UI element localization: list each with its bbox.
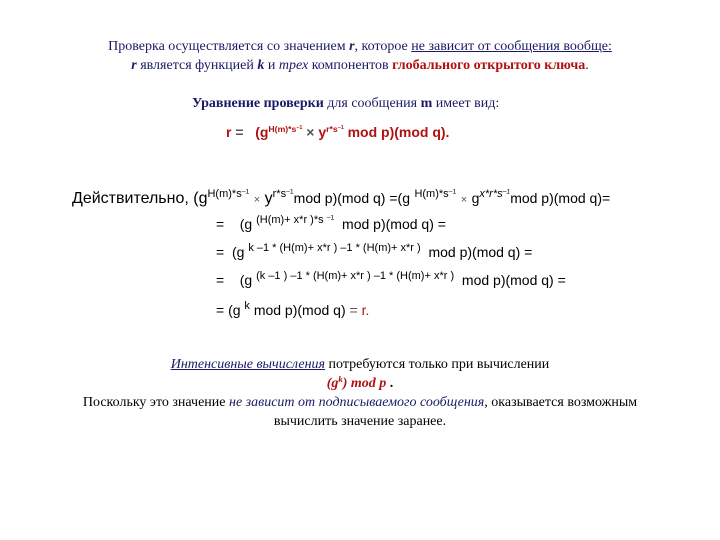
proof-equals: =	[349, 302, 358, 318]
intro-emphasis: не зависит от сообщения вообще:	[411, 39, 612, 54]
proof-exp: k –1 * (H(m)+ x*r ) –1 * (H(m)+ x*r )	[248, 241, 421, 254]
conclusion-text: потребуются только при вычислении	[325, 357, 550, 372]
var-r: r	[349, 39, 355, 54]
intro-line-2	[0, 58, 720, 74]
conclusion-line-1	[0, 357, 720, 373]
proof-equals: =	[437, 216, 446, 232]
proof-line-5	[216, 299, 370, 318]
var-k: k	[257, 58, 265, 73]
independent-term: не зависит от подписываемого сообщения	[229, 395, 485, 410]
verify-formula	[226, 124, 449, 140]
gk-exp: k	[338, 374, 343, 385]
proof-exp: (H(m)+ x*r )*s –1	[256, 213, 335, 226]
intro-text: , которое	[354, 39, 412, 54]
proof-equals: =	[216, 302, 225, 318]
intro-three: трех	[278, 58, 309, 73]
proof-exp: H(m)*s–1	[414, 187, 457, 200]
conclusion-text: вычислить значение заранее.	[273, 414, 447, 429]
proof-times: ×	[253, 194, 261, 206]
formula-equals: =	[235, 124, 244, 140]
proof-line-2	[216, 213, 446, 232]
proof-equals: =	[524, 244, 533, 260]
gk-open: (g	[326, 376, 339, 391]
proof-line-4	[216, 269, 566, 288]
proof-equals: =	[557, 272, 566, 288]
proof-line-3	[216, 241, 533, 260]
conclusion-text: Поскольку это значение	[82, 395, 229, 410]
formula-y: y	[318, 124, 327, 140]
verify-title-m: m	[420, 96, 433, 111]
proof-g: (g	[231, 244, 245, 260]
proof-g: g	[471, 190, 480, 206]
formula-exp: r*s–1	[326, 124, 344, 135]
proof-r: r.	[361, 302, 370, 318]
conclusion-text: , оказывается возможным	[484, 395, 638, 410]
conclusion-line-3	[0, 395, 720, 411]
proof-g: (g	[228, 302, 241, 318]
verify-title-term: Уравнение проверки	[192, 96, 324, 111]
proof-times: ×	[460, 194, 468, 206]
gk-mod: ) mod p	[342, 376, 387, 391]
var-r: r	[131, 58, 137, 73]
proof-exp: x*r*s–1	[479, 187, 511, 200]
proof-equals: =	[216, 216, 225, 232]
formula-times: ×	[306, 124, 315, 140]
proof-g: (g	[239, 216, 253, 232]
conclusion-line-2	[0, 376, 720, 392]
global-key-term: глобального открытого ключа	[392, 58, 586, 73]
intro-line-1	[0, 39, 720, 55]
proof-tail: mod p)(mod q)	[428, 244, 521, 260]
formula-g: (g	[255, 124, 269, 140]
intensive-term: Интенсивные вычисления	[170, 357, 326, 372]
intro-text: Проверка осуществляется со значением	[108, 39, 350, 54]
intro-text: .	[585, 58, 589, 73]
proof-exp: (k –1 ) –1 * (H(m)+ x*r ) –1 * (H(m)+ x*r )	[256, 269, 455, 282]
formula-tail: mod p)(mod q).	[347, 124, 450, 140]
proof-tail: mod p)(mod q)=	[510, 190, 611, 206]
proof-exp: k	[244, 299, 250, 312]
intro-text: является функцией	[136, 58, 258, 73]
proof-line-1	[72, 187, 611, 208]
proof-exp: r*s–1	[272, 187, 294, 200]
verify-title-text: имеет вид:	[432, 96, 500, 111]
proof-tail: mod p)(mod q)	[461, 272, 554, 288]
proof-tail: mod p)(mod q)	[253, 302, 346, 318]
verify-title-text: для сообщения	[323, 96, 421, 111]
formula-r: r	[226, 124, 232, 140]
intro-text: компонентов	[308, 58, 393, 73]
proof-equals: =	[216, 272, 225, 288]
proof-lead: Действительно, (g	[72, 190, 208, 207]
proof-equals: =	[216, 244, 225, 260]
proof-mid: mod p)(mod q) =(g	[293, 190, 410, 206]
proof-tail: mod p)(mod q)	[342, 216, 434, 232]
intro-text: и	[264, 58, 279, 73]
proof-y: y	[264, 190, 273, 207]
conclusion-dot: .	[386, 376, 394, 391]
proof-g: (g	[239, 272, 253, 288]
verify-title	[192, 96, 499, 112]
conclusion-line-4	[0, 414, 720, 430]
formula-exp: H(m)*s–1	[268, 124, 303, 135]
proof-exp: H(m)*s–1	[207, 187, 250, 200]
